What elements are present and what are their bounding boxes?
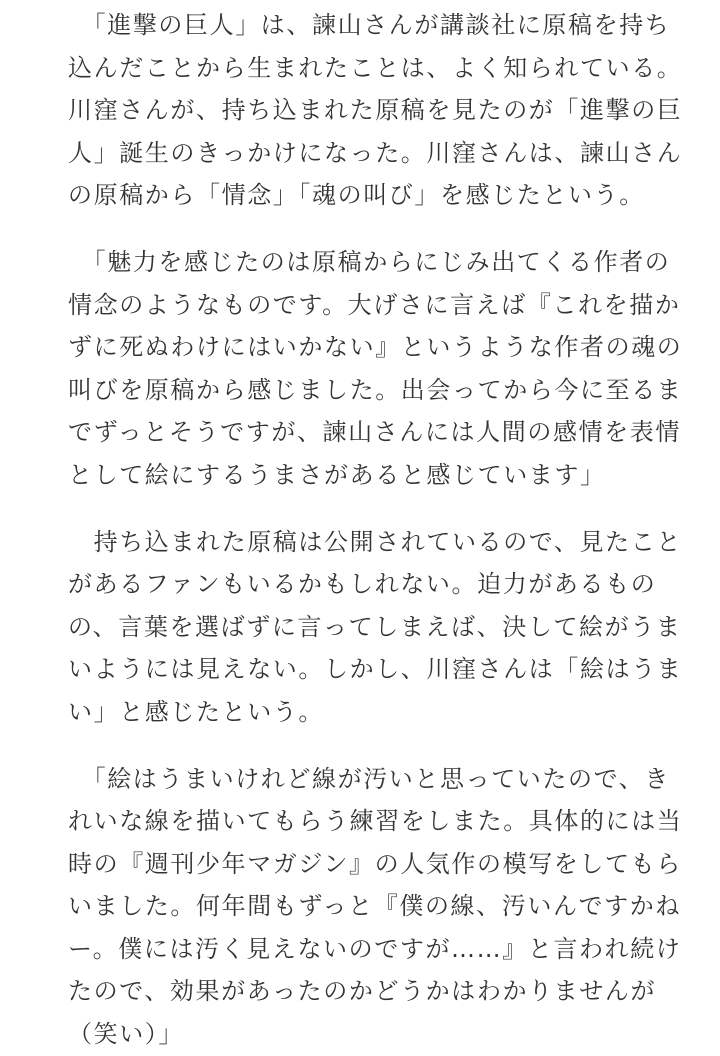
text-line: があるファンもいるかもしれない。迫力があるもの [68,570,657,599]
text-line: ー。僕には汚く見えないのですが……』と言われ続け [68,934,682,963]
paragraph-3 [68,521,683,734]
text-line: 時の『週刊少年マガジン』の人気作の模写をしてもら [68,849,682,878]
text-line: たので、効果があったのかどうかはわかりませんが [68,977,657,1006]
paragraph-2-quote [68,241,683,497]
paragraph-spacer [68,734,648,758]
paragraph-spacer [68,217,648,241]
text-line: 人」誕生のきっかけになった。川窪さんは、諫山さん [68,138,683,167]
text-line: の、言葉を選ばずに言ってしまえば、決して絵がうま [68,612,682,641]
paragraph-1 [68,4,683,217]
text-line: 「進撃の巨人」は、諫山さんが講談社に原稿を持ち [68,11,671,39]
text-line: ずに死ぬわけにはいかない』というような作者の魂の [68,333,683,362]
text-line: 情念のようなものです。大げさに言えば『これを描か [68,290,681,319]
text-line: の原稿から「情念」「魂の叫び」を感じたという。 [68,181,645,210]
paragraph-spacer [68,497,648,521]
article-body [68,4,683,1056]
text-line: 持ち込まれた原稿は公開されているので、見たこと [68,527,682,556]
text-line: 込んだことから生まれたことは、よく知られている。 [68,53,683,82]
text-line: いました。何年間もずっと『僕の線、汚いんですかね [68,892,681,921]
text-line: として絵にするうまさがあると感じています」 [68,460,606,489]
text-line: れいな線を描いてもらう練習をしまた。具体的には当 [68,807,683,836]
text-line: 川窪さんが、持ち込まれた原稿を見たのが「進撃の巨 [68,96,683,125]
text-line: 「魅力を感じたのは原稿からにじみ出てくる作者の [68,247,671,276]
text-line: 「絵はうまいけれど線が汚いと思っていたので、き [68,764,670,793]
text-line: （笑い）」 [68,1020,184,1049]
text-line: い」と感じたという。 [68,697,324,726]
paragraph-4-quote [68,758,683,1056]
text-line: いようには見えない。しかし、川窪さんは「絵はうま [68,655,683,684]
text-line: 叫びを原稿から感じました。出会ってから今に至るま [68,375,683,404]
text-line: でずっとそうですが、諫山さんには人間の感情を表情 [68,418,681,447]
